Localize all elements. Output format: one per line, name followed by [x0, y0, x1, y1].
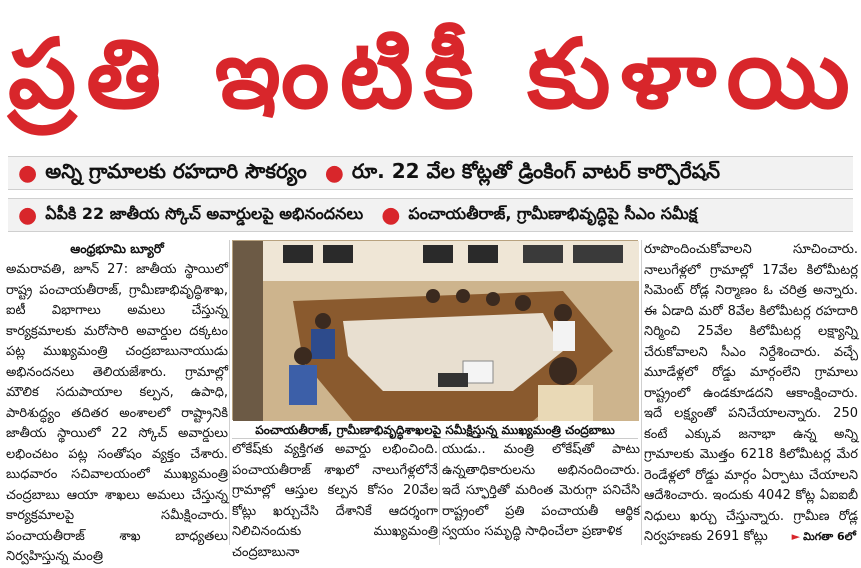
- continued-text: మిగతా 6లో: [803, 530, 856, 543]
- conference-room-image: [233, 241, 639, 421]
- article-text: లోకేష్‌కు వ్యక్తిగత అవార్డు లభించింది. పంచాయతీరాజ్ శాఖలో నాలుగేళ్లలోనే గ్రామాల్లో ఆస్తుల కల్పన కోసం 20వేల కోట్లు ఖర్చుచేసి దేశానికే ఆదర్శంగా నిలిచినందుకు ముఖ్యమంత్రి చంద్రబాబునా: [232, 442, 438, 560]
- article-text: అమరావతి, జూన్ 27: జాతీయ స్థాయిలో రాష్ట్ర పంచాయతీరాజ్, గ్రామీణాభివృద్ధిశాఖ, ఐటీ విభాగాలు అమలు చేస్తున్న కార్యక్రమాలకు మరోసారి అవార్డుల దక్కటం పట్ల ముఖ్యమంత్రి చంద్రబాబునాయుడు అభినందనలు తెలియజేశారు. గ్రామాల్లో మౌలిక సదుపాయాల కల్పన, ఉపాధి, పారిశుద్ధ్యం తదితర అంశాలలో రాష్ట్రానికి జాతీయ స్థాయిలో 22 స్కోచ్ అవార్డులు లభించటం పట్ల సంతోషం వ్యక్తం చేశారు. బుధవారం సచివాలయంలో ముఖ్యమంత్రి చంద్రబాబు ఆయా శాఖలు అమలు చేస్తున్న కార్యక్రమాలపై సమీక్షించారు. పంచాయతీరాజ్ శాఖ బాధ్యతలు నిర్వహిస్తున్న మంత్రి: [6, 262, 228, 564]
- subhead-item: పంచాయతీరాజ్, గ్రామీణాభివృద్ధిపై సీఎం సమీక్ష: [408, 203, 698, 223]
- column-divider: [229, 240, 230, 545]
- byline: ఆంధ్రభూమి బ్యూరో: [70, 241, 164, 256]
- bullet-icon: ●: [324, 160, 344, 186]
- column-divider: [641, 240, 642, 545]
- subhead-item: అన్ని గ్రామాలకు రహదారి సౌకర్యం: [45, 158, 307, 183]
- article-column-3: [442, 440, 640, 545]
- bullet-icon: ●: [18, 202, 38, 228]
- article-text: రూపొందించుకోవాలని సూచించారు. నాలుగేళ్లలో గ్రామాల్లో 17వేల కిలోమీటర్ల సిమెంట్ రోడ్ల నిర్మాణం ఓ చరిత్ర అన్నారు. ఈ ఏడాది మరో 8వేల కిలోమీటర్ల రహదారి నిర్మించి 25వేల కిలోమీటర్ల లక్ష్యాన్ని చేరుకోవాలని సీఎం నిర్దేశించారు. వచ్చే మూడేళ్లలో రోడ్డు మార్గంలేని గ్రామాలు రాష్ట్రంలో ఉండకూడదని ఆకాంక్షించారు. ఇదే లక్ష్యంతో పనిచేయాలన్నారు. 250 కంటే ఎక్కువ జనాభా ఉన్న అన్ని గ్రామాలకు మొత్తం 6218 కిలోమీటర్ల మేర రెండేళ్లలో రోడ్డు మార్గం ఏర్పాటు చేయాలని ఆదేశించారు. ఇందుకు 4042 కోట్ల ఏఐఐబీ నిధులు ఖర్చు చేస్తున్నారు. గ్రామీణ రోడ్ల నిర్వహణకు 2691 కోట్లు: [644, 242, 858, 544]
- photo-caption: పంచాయతీరాజ్, గ్రామీణాభివృద్ధిశాఖలపై సమీక్షిస్తున్న ముఖ్యమంత్రి చంద్రబాబు: [232, 421, 638, 439]
- article-column-4: [644, 240, 858, 545]
- bullet-icon: ●: [18, 160, 38, 186]
- subhead-item: ఏపీకి 22 జాతీయ స్కోచ్ అవార్డులపై అభినందనలు: [45, 203, 364, 223]
- column-divider: [439, 440, 440, 545]
- subhead-item: రూ. 22 వేల కోట్లతో డ్రింకింగ్ వాటర్ కార్పొరేషన్: [351, 158, 721, 183]
- bullet-icon: ●: [381, 202, 401, 228]
- headline: ప్రతి ఇంటికీ కుళాయి: [8, 18, 860, 130]
- subhead-strap-2: [8, 198, 853, 232]
- meeting-photo: [232, 240, 638, 420]
- continued-label: [780, 528, 856, 546]
- article-column-1: [6, 240, 228, 564]
- article-column-2: [232, 440, 438, 560]
- article-text: యుడు.. మంత్రి లోకేష్‌తో పాటు ఉన్నతాధికారులను అభినందించారు. ఇదే స్ఫూర్తితో మరింత మెరుగ్గా పనిచేసి రాష్ట్రంలో ప్రతి పంచాయతీ ఆర్థిక స్వయం సమృద్ధి సాధించేలా ప్రణాళిక: [442, 442, 640, 539]
- arrow-icon: ►: [791, 530, 801, 543]
- subhead-strap-1: [8, 156, 853, 190]
